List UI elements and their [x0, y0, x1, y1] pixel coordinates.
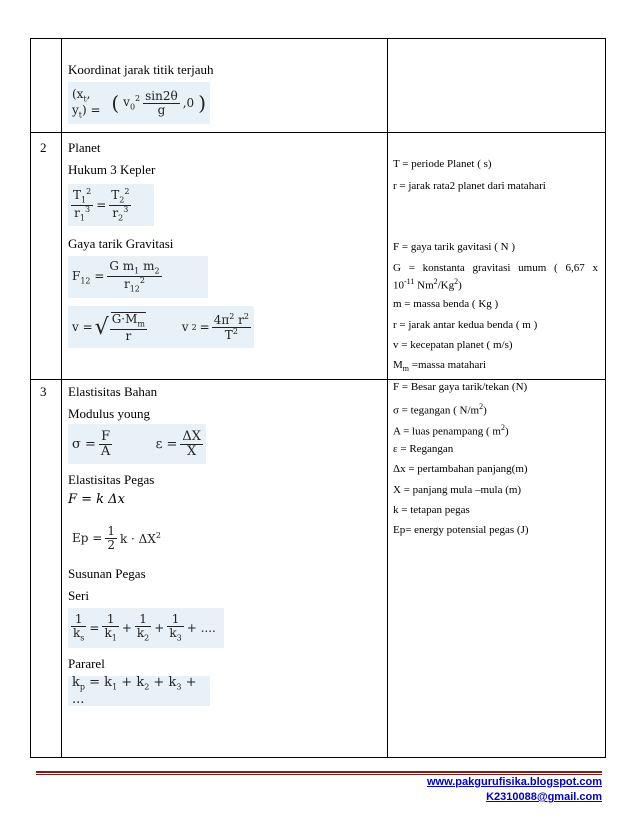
row2-title: Planet: [68, 140, 101, 155]
def-konstanta-value: $10^{-11}$ Nm$^2$/Kg$^2$): [393, 277, 462, 292]
def-luas: A = luas penampang ( $m^2$): [393, 423, 509, 438]
kepler-label: Hukum 3 Kepler: [68, 162, 156, 177]
modulus-formula: σ = $\frac{F}{A}$ ε = $\frac{\Delta X}{X}$: [68, 424, 206, 464]
footer-rule: [36, 771, 602, 773]
pegas-label: Elastisitas Pegas: [68, 472, 155, 487]
def-massa-matahari: $M_m$ =massa matahari: [393, 359, 487, 374]
def-gaya-tarik: F = Besar gaya tarik/tekan (N): [393, 381, 528, 393]
pararel-label: Pararel: [68, 656, 105, 671]
pararel-formula: $k_p = k_1 + k_2 + k_3$ + ...: [68, 676, 210, 706]
def-konstanta: G = konstanta gravitasi umum ( 6,67 x: [393, 262, 598, 274]
row1-coordinate-formula: ($x_t$, $y_t$) = ( $v_0^2$ $\frac{\sin 2\theta}{g}$ ,0 ): [68, 82, 210, 124]
footer-email-link[interactable]: K2310088@gmail.com: [486, 791, 602, 803]
def-gaya: F = gaya tarik gavitasi ( N ): [393, 241, 515, 253]
row2-number: 2: [40, 140, 47, 155]
footer-rule-thin: [36, 774, 602, 775]
gravity-formula: $F_{12}$ = $\frac{G m_1 m_2}{r_{12}^2}$: [68, 256, 208, 298]
def-periode: T = periode Planet ( s): [393, 158, 492, 170]
column-divider-number: [61, 39, 62, 757]
velocity-formula: v = √ $\frac{G\cdot M_m}{r}$ v 2 = $\frac{4\pi^2 r^2}{T^2}$: [68, 306, 254, 348]
def-tegangan: σ = tegangan ( $N/m^2$): [393, 402, 487, 417]
row3-title: Elastisitas Bahan: [68, 384, 158, 399]
def-jarak-antar: r = jarak antar kedua benda ( m ): [393, 319, 538, 331]
def-massa: m = massa benda ( Kg ): [393, 298, 499, 310]
kepler-formula: $\frac{T_1^2}{r_1^3}$ = $\frac{T_2^2}{r_2^3}$: [68, 184, 154, 226]
modulus-label: Modulus young: [68, 406, 150, 421]
def-panjang: X = panjang mula –mula (m): [393, 484, 522, 496]
def-jarak: r = jarak rata2 planet dari matahari: [393, 180, 546, 192]
energy-formula: Ep = $\frac{1}{2}$ $k \cdot \Delta X^2$: [72, 523, 161, 552]
row-divider-1: [31, 132, 605, 133]
seri-formula: $\frac{1}{k_s}$ = $\frac{1}{k_1}$ + $\frac{1}{k_2}$ + $\frac{1}{k_3}$ + ....: [68, 608, 224, 648]
row1-title: Koordinat jarak titik terjauh: [68, 62, 214, 77]
susunan-label: Susunan Pegas: [68, 566, 146, 581]
column-divider-definitions: [387, 39, 388, 757]
def-energi: Ep= energy potensial pegas (J): [393, 524, 529, 536]
def-regangan: ε = Regangan: [393, 443, 454, 455]
def-kecepatan: v = kecepatan planet ( m/s): [393, 339, 513, 351]
row3-number: 3: [40, 384, 47, 399]
row-divider-2: [31, 379, 605, 380]
gravity-label: Gaya tarik Gravitasi: [68, 236, 174, 251]
hooke-law: F = k Δx: [68, 492, 125, 507]
footer-site-link[interactable]: www.pakgurufisika.blogspot.com: [426, 776, 602, 788]
def-pertambahan: Δx = pertambahan panjang(m): [393, 463, 528, 475]
def-tetapan: k = tetapan pegas: [393, 504, 470, 516]
seri-label: Seri: [68, 588, 89, 603]
